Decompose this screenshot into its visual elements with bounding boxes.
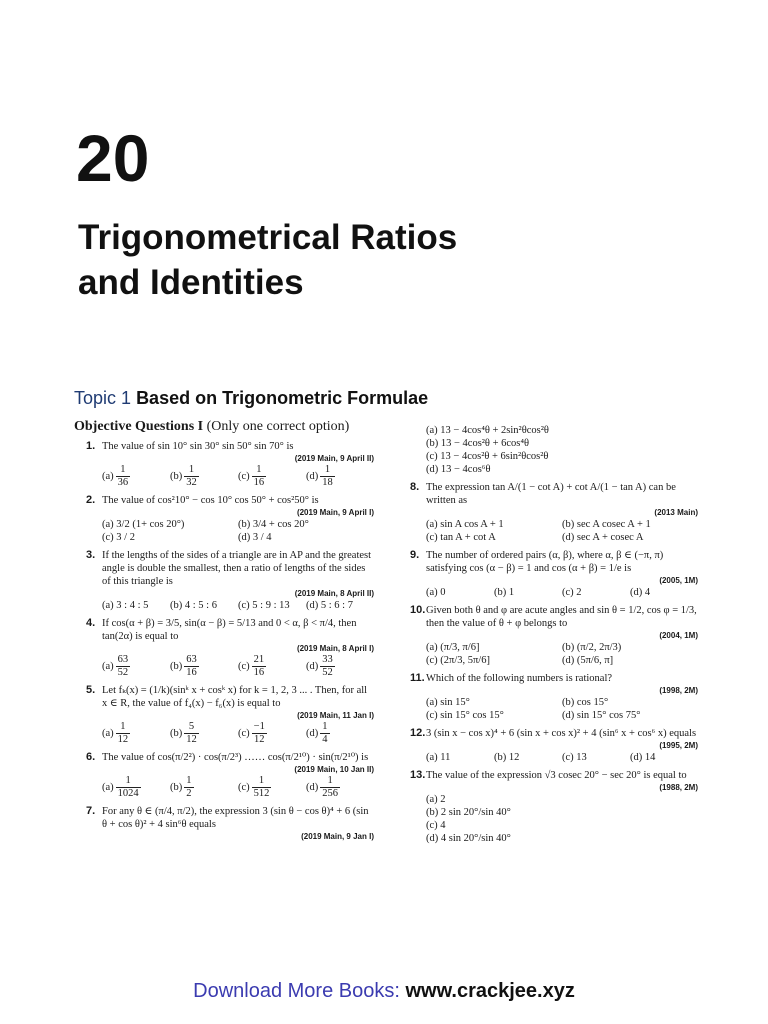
option: (b) 3/4 + cos 20° bbox=[238, 519, 309, 530]
denominator: 12 bbox=[186, 734, 197, 745]
option: (a) (π/3, π/6] bbox=[426, 642, 480, 653]
option: (c) 3 / 2 bbox=[102, 532, 135, 543]
question-number: 10. bbox=[410, 604, 426, 616]
numerator: 1 bbox=[184, 464, 199, 477]
denominator: 12 bbox=[117, 734, 129, 745]
right-column bbox=[398, 424, 698, 850]
option: (a) 3/2 (1+ cos 20°) bbox=[102, 519, 185, 530]
fraction bbox=[252, 464, 267, 489]
question-5 bbox=[74, 684, 374, 746]
chapter-number: 20 bbox=[76, 121, 150, 195]
option bbox=[102, 464, 170, 489]
denominator: 52 bbox=[322, 667, 333, 678]
question-2 bbox=[74, 494, 374, 544]
option: (b) cos 15° bbox=[562, 697, 609, 708]
option: (a) 2 bbox=[426, 794, 446, 805]
fraction bbox=[116, 721, 131, 746]
option: (a) 3 : 4 : 5 bbox=[102, 600, 149, 611]
question-number: 5. bbox=[86, 684, 96, 696]
option: (c) 13 bbox=[562, 752, 587, 763]
question-9 bbox=[398, 549, 698, 599]
option: (c) 2 bbox=[562, 587, 582, 598]
numerator: 1 bbox=[252, 464, 267, 477]
option-label: (d) bbox=[306, 727, 319, 739]
option-label: (b) bbox=[170, 660, 183, 672]
option: (a) 11 bbox=[426, 752, 451, 763]
options bbox=[102, 599, 374, 612]
question-source: (2019 Main, 9 April II) bbox=[294, 454, 374, 463]
denominator: 256 bbox=[322, 788, 338, 799]
option-label: (c) bbox=[238, 470, 250, 482]
option: (d) 13 − 4cos⁶θ bbox=[426, 464, 491, 475]
question-number: 11. bbox=[410, 672, 425, 684]
numerator: −1 bbox=[253, 721, 265, 732]
question-1 bbox=[74, 440, 374, 489]
fraction bbox=[320, 775, 340, 800]
question-text: The value of cos(π/2²) · cos(π/2³) …… cos(π/2¹⁰) · sin(π/2¹⁰) is bbox=[102, 752, 369, 763]
fraction bbox=[184, 464, 199, 489]
section-subtitle: (Only one correct option) bbox=[206, 419, 350, 434]
fraction bbox=[320, 654, 335, 679]
option bbox=[102, 775, 170, 800]
section-title: Objective Questions I bbox=[74, 419, 204, 434]
fraction bbox=[252, 654, 267, 679]
section-heading bbox=[74, 418, 374, 436]
question-4 bbox=[74, 617, 374, 679]
question-8 bbox=[398, 481, 698, 544]
option bbox=[170, 721, 238, 746]
question-source: (2019 Main, 11 Jan I) bbox=[297, 711, 374, 720]
question-3 bbox=[74, 549, 374, 612]
fraction bbox=[252, 775, 272, 800]
options bbox=[426, 518, 698, 544]
option-label: (c) bbox=[238, 660, 250, 672]
option: (a) sin 15° bbox=[426, 697, 470, 708]
denominator: 32 bbox=[186, 477, 197, 488]
option bbox=[170, 775, 238, 800]
numerator: 33 bbox=[322, 654, 333, 665]
option: (d) 3 / 4 bbox=[238, 532, 272, 543]
denominator: 36 bbox=[117, 477, 129, 488]
options bbox=[426, 793, 698, 845]
question-source: (1998, 2M) bbox=[659, 686, 698, 695]
option: (d) 5 : 6 : 7 bbox=[306, 600, 353, 611]
option: (c) tan A + cot A bbox=[426, 532, 496, 543]
chapter-title bbox=[78, 215, 678, 305]
question-7-options bbox=[398, 424, 698, 476]
option bbox=[306, 775, 374, 800]
denominator: 12 bbox=[253, 734, 265, 745]
question-6 bbox=[74, 751, 374, 800]
question-text: If the lengths of the sides of a triangle are in AP and the greatest angle is double the smallest, then a ratio of lengths of the sides of this triangle is bbox=[102, 550, 372, 587]
option-label: (a) bbox=[102, 781, 114, 793]
numerator: 21 bbox=[253, 654, 265, 665]
option: (c) 13 − 4cos²θ + 6sin²θcos²θ bbox=[426, 451, 549, 462]
question-7 bbox=[74, 805, 374, 842]
numerator: 5 bbox=[184, 721, 199, 734]
left-column bbox=[74, 418, 374, 847]
option: (c) 5 : 9 : 13 bbox=[238, 600, 290, 611]
question-source: (2019 Main, 8 April II) bbox=[294, 589, 374, 598]
option: (b) 13 − 4cos²θ + 6cos⁴θ bbox=[426, 438, 530, 449]
option bbox=[306, 654, 374, 679]
option-label: (b) bbox=[170, 470, 183, 482]
numerator: 1 bbox=[252, 775, 272, 788]
fraction bbox=[184, 654, 199, 679]
question-13 bbox=[398, 769, 698, 845]
option: (b) sec A cosec A + 1 bbox=[562, 519, 651, 530]
option-label: (d) bbox=[306, 781, 319, 793]
question-source: (2019 Main, 9 Jan I) bbox=[301, 832, 374, 841]
question-text: The value of sin 10° sin 30° sin 50° sin 70° is bbox=[102, 441, 294, 452]
options bbox=[426, 696, 698, 722]
denominator: 16 bbox=[253, 477, 265, 488]
option bbox=[238, 464, 306, 489]
footer bbox=[0, 978, 768, 1004]
denominator: 18 bbox=[322, 477, 333, 488]
numerator: 1 bbox=[320, 464, 335, 477]
chapter-title-line1: Trigonometrical Ratios bbox=[78, 218, 458, 257]
option: (d) 4 sin 20°/sin 40° bbox=[426, 833, 511, 844]
options bbox=[102, 721, 374, 746]
fraction bbox=[320, 721, 329, 746]
question-number: 3. bbox=[86, 549, 96, 561]
question-source: (2019 Main, 10 Jan II) bbox=[294, 765, 374, 774]
fraction bbox=[116, 464, 131, 489]
option: (a) 0 bbox=[426, 587, 446, 598]
fraction bbox=[116, 654, 131, 679]
option bbox=[238, 775, 306, 800]
question-10 bbox=[398, 604, 698, 667]
option: (b) 2 sin 20°/sin 40° bbox=[426, 807, 511, 818]
option-label: (b) bbox=[170, 781, 183, 793]
question-number: 1. bbox=[86, 440, 96, 452]
fraction bbox=[184, 721, 199, 746]
numerator: 1 bbox=[322, 721, 328, 732]
question-text: For any θ ∈ (π/4, π/2), the expression 3 (sin θ − cos θ)⁴ + 6 (sin θ + cos θ)² + 4 sin⁶θ equals bbox=[102, 806, 369, 830]
options bbox=[426, 586, 698, 599]
chapter-title-line2: and Identities bbox=[78, 263, 304, 302]
topic-heading bbox=[74, 386, 428, 410]
question-11 bbox=[398, 672, 698, 722]
denominator: 4 bbox=[322, 734, 328, 745]
option bbox=[170, 464, 238, 489]
question-text: Given both θ and φ are acute angles and sin θ = 1/2, cos φ = 1/3, then the value of θ + φ belongs to bbox=[426, 605, 697, 629]
options bbox=[426, 641, 698, 667]
option: (b) (π/2, 2π/3) bbox=[562, 642, 622, 653]
option bbox=[238, 721, 306, 746]
option-label: (c) bbox=[238, 781, 250, 793]
question-number: 12. bbox=[410, 727, 426, 739]
options bbox=[426, 751, 698, 764]
question-number: 9. bbox=[410, 549, 420, 561]
option bbox=[306, 464, 374, 489]
option: (d) 4 bbox=[630, 587, 651, 598]
question-text: Let fₖ(x) = (1/k)(sinᵏ x + cosᵏ x) for k = 1, 2, 3 ... . Then, for all x ∈ R, the value of f₄(x) − f₆(x) is equal to bbox=[102, 685, 368, 709]
question-text: The value of cos²10° − cos 10° cos 50° + cos²50° is bbox=[102, 495, 319, 506]
option-label: (a) bbox=[102, 660, 114, 672]
question-source: (2019 Main, 8 April I) bbox=[296, 644, 374, 653]
denominator: 1024 bbox=[117, 788, 139, 799]
option-label: (a) bbox=[102, 470, 114, 482]
numerator: 1 bbox=[116, 775, 141, 788]
option: (b) 12 bbox=[494, 752, 520, 763]
denominator: 16 bbox=[253, 667, 265, 678]
numerator: 63 bbox=[186, 654, 197, 665]
options bbox=[426, 424, 698, 476]
options bbox=[102, 464, 374, 489]
option bbox=[170, 654, 238, 679]
denominator: 2 bbox=[186, 788, 192, 799]
option: (d) sec A + cosec A bbox=[562, 532, 644, 543]
footer-label: Download More Books: bbox=[193, 980, 400, 1002]
question-text: The expression tan A/(1 − cot A) + cot A/(1 − tan A) can be written as bbox=[426, 482, 676, 506]
footer-link[interactable]: www.crackjee.xyz bbox=[405, 980, 575, 1002]
option: (a) sin A cos A + 1 bbox=[426, 519, 504, 530]
question-number: 4. bbox=[86, 617, 96, 629]
question-number: 13. bbox=[410, 769, 426, 781]
question-number: 7. bbox=[86, 805, 96, 817]
fraction bbox=[184, 775, 193, 800]
topic-label: Topic 1 bbox=[74, 388, 132, 408]
question-text: Which of the following numbers is rational? bbox=[426, 673, 613, 684]
option: (c) (2π/3, 5π/6] bbox=[426, 655, 490, 666]
fraction bbox=[252, 721, 267, 746]
options bbox=[102, 775, 374, 800]
denominator: 16 bbox=[186, 667, 197, 678]
question-number: 8. bbox=[410, 481, 420, 493]
option: (d) 14 bbox=[630, 752, 656, 763]
denominator: 52 bbox=[117, 667, 129, 678]
option-label: (d) bbox=[306, 660, 319, 672]
numerator: 1 bbox=[186, 775, 192, 786]
option bbox=[102, 654, 170, 679]
question-source: (2005, 1M) bbox=[659, 576, 698, 585]
question-source: (2013 Main) bbox=[654, 508, 698, 517]
question-source: (2004, 1M) bbox=[659, 631, 698, 640]
fraction bbox=[116, 775, 141, 800]
option bbox=[102, 721, 170, 746]
question-12 bbox=[398, 727, 698, 764]
option: (b) 1 bbox=[494, 587, 515, 598]
option-label: (d) bbox=[306, 470, 319, 482]
fraction bbox=[320, 464, 335, 489]
question-source: (2019 Main, 9 April I) bbox=[296, 508, 374, 517]
option-label: (b) bbox=[170, 727, 183, 739]
option-label: (c) bbox=[238, 727, 250, 739]
option: (d) sin 15° cos 75° bbox=[562, 710, 641, 721]
option: (c) sin 15° cos 15° bbox=[426, 710, 504, 721]
numerator: 1 bbox=[116, 464, 131, 477]
topic-name: Based on Trigonometric Formulae bbox=[136, 388, 429, 408]
option bbox=[306, 721, 374, 746]
question-text: If cos(α + β) = 3/5, sin(α − β) = 5/13 and 0 < α, β < π/4, then tan(2α) is equal to bbox=[102, 618, 357, 642]
question-text: The value of the expression √3 cosec 20° − sec 20° is equal to bbox=[426, 770, 687, 781]
option: (c) 4 bbox=[426, 820, 446, 831]
option-label: (a) bbox=[102, 727, 114, 739]
option: (a) 13 − 4cos⁴θ + 2sin²θcos²θ bbox=[426, 425, 549, 436]
options bbox=[102, 654, 374, 679]
option: (b) 4 : 5 : 6 bbox=[170, 600, 217, 611]
question-text: The number of ordered pairs (α, β), where α, β ∈ (−π, π) satisfying cos (α − β) = 1 and cos (α + β) = 1/e is bbox=[426, 550, 664, 574]
question-source: (1988, 2M) bbox=[659, 783, 698, 792]
numerator: 1 bbox=[320, 775, 340, 788]
question-number: 6. bbox=[86, 751, 96, 763]
denominator: 512 bbox=[253, 788, 270, 799]
question-text: 3 (sin x − cos x)⁴ + 6 (sin x + cos x)² + 4 (sin⁶ x + cos⁶ x) equals bbox=[426, 728, 697, 739]
question-source: (1995, 2M) bbox=[659, 741, 698, 750]
option bbox=[238, 654, 306, 679]
options bbox=[102, 518, 374, 544]
option: (d) (5π/6, π] bbox=[562, 655, 614, 666]
numerator: 63 bbox=[117, 654, 129, 665]
numerator: 1 bbox=[116, 721, 131, 734]
question-number: 2. bbox=[86, 494, 96, 506]
